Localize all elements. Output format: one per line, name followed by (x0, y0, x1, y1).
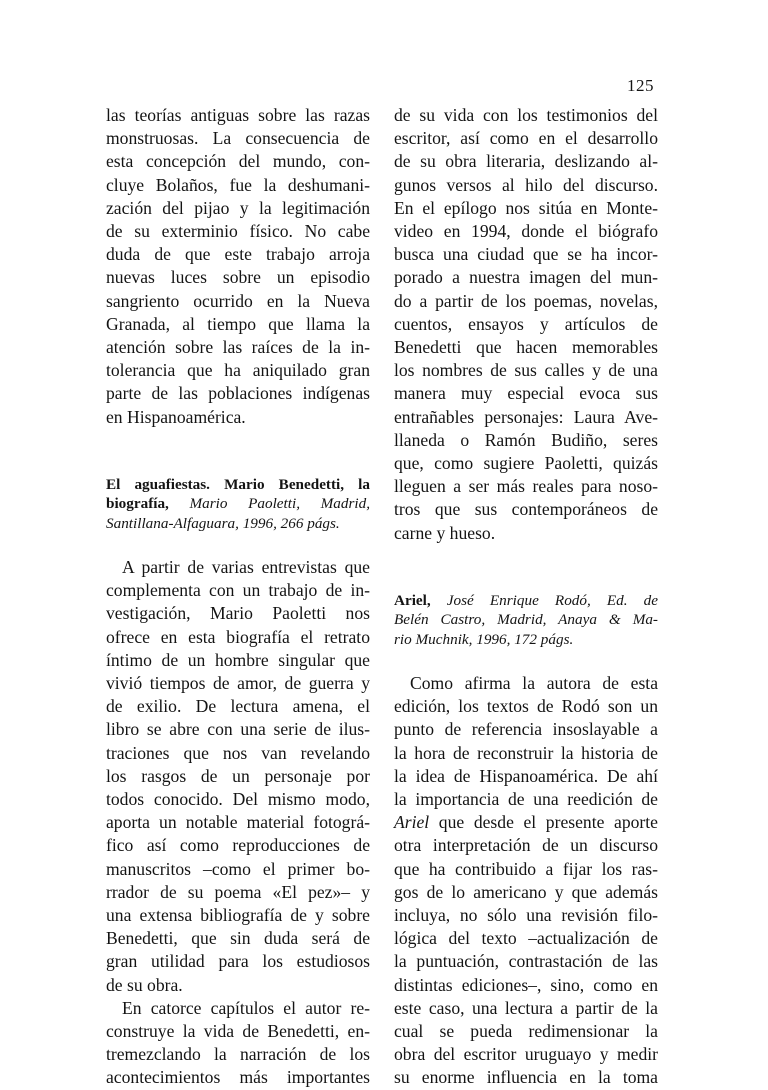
text-line: lógica del texto –actualización de (394, 928, 658, 949)
text-line: los nombres de sus calles y de una (394, 360, 658, 381)
text-line: En catorce capítulos el autor re- (122, 997, 370, 1018)
text-line: este caso, una lectura a partir de la (394, 997, 658, 1018)
text-line: acontecimientos más importantes (106, 1067, 370, 1088)
text-line: gunos versos al hilo del discurso. (394, 174, 658, 195)
text-line: que ha contribuido a fijar los ras- (394, 858, 658, 879)
text-line: construye la vida de Benedetti, en- (106, 1021, 370, 1042)
review-continuation (106, 104, 370, 429)
book-author: José Enrique Rodó, Ed. de (430, 592, 658, 610)
text-line: lleguen a ser más reales para noso- (394, 476, 658, 497)
text-line: cluye Bolaños, fue la deshumani- (106, 174, 370, 195)
text-line: video en 1994, donde el biógrafo (394, 221, 658, 242)
text-line: una extensa bibliografía de y sobre (106, 905, 370, 926)
text-line: En el epílogo nos sitúa en Monte- (394, 197, 658, 218)
review-heading-ariel (394, 591, 658, 649)
review-continuation-benedetti (394, 104, 658, 545)
text-line: de exilio. De lectura amena, el (106, 696, 370, 717)
text-line: complementa con un trabajo de in- (106, 580, 370, 601)
text-line: Como afirma la autora de esta (410, 673, 658, 694)
text-line: ofrece en esta biografía el retrato (106, 626, 370, 647)
text-line: rrador de su poema «El pez»– y (106, 881, 370, 902)
text-line: la hora de reconstruir la historia de (394, 742, 658, 763)
text-line: busca una ciudad que se ha incor- (394, 244, 658, 265)
text-line: de su vida con los testimonios del (394, 105, 658, 125)
text-line: duda de que este trabajo arroja (106, 244, 370, 265)
text-line: en Hispanoamérica. (106, 406, 246, 427)
text-line: la idea de Hispanoamérica. De ahí (394, 765, 658, 786)
text-line: su enorme influencia en la toma (394, 1067, 658, 1088)
text-line: Granada, al tiempo que llama la (106, 313, 370, 334)
text-line: parte de las poblaciones indígenas (106, 383, 370, 404)
left-column (106, 104, 370, 1090)
book-publisher: rio Muchnik, 1996, 172 págs. (394, 630, 574, 648)
text-line: entrañables personajes: Laura Ave- (394, 406, 658, 427)
text-line: do a partir de los poemas, novelas, (394, 290, 658, 311)
text-line: porado a nuestra imagen del mun- (394, 267, 658, 288)
text-line: gran utilidad para los estudiosos (106, 951, 370, 972)
text-line: íntimo de un hombre singular que (106, 649, 370, 670)
book-title: Ariel, (394, 592, 431, 610)
ariel-title: Ariel (394, 812, 430, 833)
text-line: los rasgos de un personaje por (106, 765, 370, 786)
text-line: cual se pueda redimensionar la (394, 1021, 658, 1042)
review-body-benedetti (106, 556, 370, 1090)
book-author: Mario Paoletti, Madrid, (168, 495, 370, 513)
text-line: monstruosas. La consecuencia de (106, 128, 370, 149)
text-line: tros que sus contemporáneos de (394, 499, 658, 520)
page-number: 125 (627, 76, 654, 95)
text-line: libro se abre con una serie de ilus- (106, 719, 370, 740)
text-line: la importancia de una reedición de (394, 789, 658, 810)
text-line: incluya, no sólo una revisión filo- (394, 905, 658, 926)
book-title-cont: biografía, (106, 495, 169, 513)
text-line: zación del pijao y la legitimación (106, 197, 370, 218)
text-line: cuentos, ensayos y artículos de (394, 313, 658, 334)
text-line: gos de lo americano y que además (394, 881, 658, 902)
text-line: traciones que nos van revelando (106, 742, 370, 763)
text-line: carne y hueso. (394, 522, 496, 543)
text-line: escritor, así como en el desarrollo (394, 128, 658, 149)
text-line: Ariel que desde el presente aporte (394, 812, 658, 833)
text-line: edición, los textos de Rodó son un (394, 696, 658, 717)
text-line: la puntuación, contrastación de las (394, 951, 658, 972)
review-body-ariel (394, 672, 658, 1090)
text-line: distintas ediciones–, sino, como en (394, 974, 658, 995)
text-line: de su obra literaria, deslizando al- (394, 151, 658, 172)
text-line: obra del escritor uruguayo y medir (394, 1044, 658, 1065)
text-line: otra interpretación de un discurso (394, 835, 658, 856)
review-heading-benedetti (106, 475, 370, 533)
text-line: las teorías antiguas sobre las razas (106, 105, 370, 125)
book-editor: Belén Castro, Madrid, Anaya & Ma- (394, 611, 658, 629)
text-line: vestigación, Mario Paoletti nos (106, 603, 370, 624)
text-line: vivió tiempos de amor, de guerra y (106, 673, 370, 694)
text-line: Benedetti que hacen memorables (394, 337, 658, 358)
text-line: esta concepción del mundo, con- (106, 151, 370, 172)
book-publisher: Santillana-Alfaguara, 1996, 266 págs. (106, 514, 340, 532)
text-line: todos conocido. Del mismo modo, (106, 789, 370, 810)
text-line: nuevas luces sobre un episodio (106, 267, 370, 288)
right-column (394, 104, 658, 1090)
text-line: Benedetti, que sin duda será de (106, 928, 370, 949)
book-title: El aguafiestas. Mario Benedetti, la (106, 476, 370, 494)
text-line: A partir de varias entrevistas que (122, 557, 370, 578)
text-line: atención sobre las raíces de la in- (106, 337, 370, 358)
text-line: fico así como reproducciones de (106, 835, 370, 856)
text-line: que, como sugiere Paoletti, quizás (394, 453, 658, 474)
text-line: punto de referencia insoslayable a (394, 719, 658, 740)
text-line: sangriento ocurrido en la Nueva (106, 290, 370, 311)
text-line: de su obra. (106, 974, 183, 995)
text-line: tolerancia que ha aniquilado gran (106, 360, 370, 381)
text-line: llaneda o Ramón Budiño, seres (394, 429, 658, 450)
text-line: de su exterminio físico. No cabe (106, 221, 370, 242)
text-line: manera muy especial evoca sus (394, 383, 658, 404)
text-line: manuscritos –como el primer bo- (106, 858, 370, 879)
text-line: tremezclando la narración de los (106, 1044, 370, 1065)
text-line: aporta un notable material fotográ- (106, 812, 370, 833)
